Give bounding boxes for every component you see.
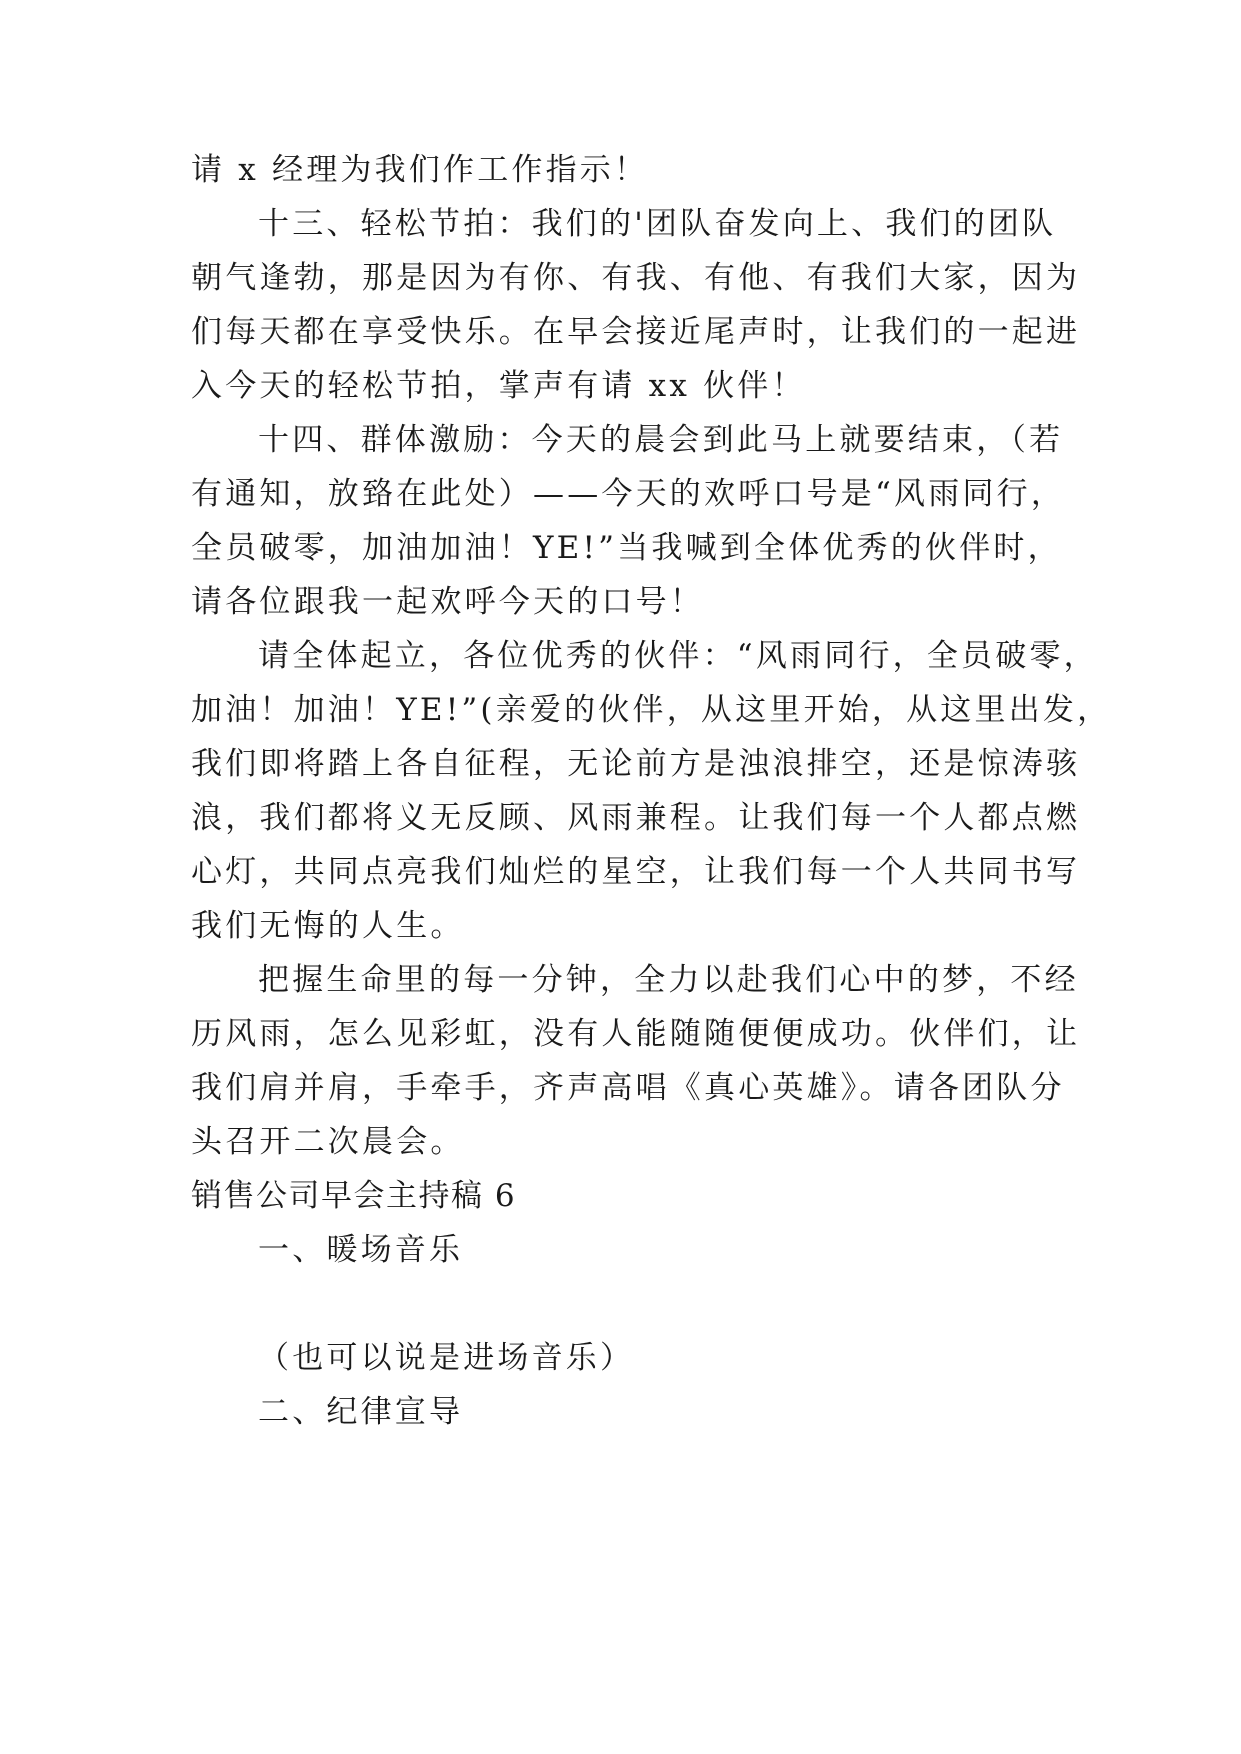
- section-note: （也可以说是进场音乐）: [258, 1340, 635, 1376]
- text-line: 历风雨，怎么见彩虹，没有人能随随便便成功。伙伴们，让: [191, 1016, 1081, 1052]
- paragraph-line: 请全体起立，各位优秀的伙伴：“风雨同行，全员破零，: [258, 638, 1098, 674]
- text-line: 我们肩并肩，手牵手，齐声高唱《真心英雄》。请各团队分: [191, 1070, 1065, 1106]
- paragraph-line: 把握生命里的每一分钟，全力以赴我们心中的梦，不经: [258, 962, 1079, 998]
- text-line: 加油！加油！YE!”(亲爱的伙伴，从这里开始，从这里出发，: [191, 692, 1112, 728]
- text-line: 心灯，共同点亮我们灿烂的星空，让我们每一个人共同书写: [191, 854, 1081, 890]
- text-line: 入今天的轻松节拍，掌声有请 xx 伙伴！: [191, 368, 806, 404]
- text-line: 朝气逢勃，那是因为有你、有我、有他、有我们大家，因为: [191, 260, 1081, 296]
- text-line: 浪，我们都将义无反顾、风雨兼程。让我们每一个人都点燃: [191, 800, 1081, 836]
- section-item: 二、纪律宣导: [258, 1394, 464, 1430]
- text-line: 请 x 经理为我们作工作指示！: [191, 152, 649, 188]
- paragraph-line: 十三、轻松节拍：我们的'团队奋发向上、我们的团队: [258, 206, 1057, 242]
- text-line: 头召开二次晨会。: [191, 1124, 465, 1160]
- text-line: 请各位跟我一起欢呼今天的口号！: [191, 584, 704, 620]
- section-item: 一、暖场音乐: [258, 1232, 464, 1268]
- text-line: 我们无悔的人生。: [191, 908, 465, 944]
- text-line: 我们即将踏上各自征程，无论前方是浊浪排空，还是惊涛骇: [191, 746, 1081, 782]
- paragraph-line: 十四、群体激励：今天的晨会到此马上就要结束，（若: [258, 422, 1064, 458]
- text-line: 们每天都在享受快乐。在早会接近尾声时，让我们的一起进: [191, 314, 1081, 350]
- section-title: 销售公司早会主持稿 6: [191, 1178, 517, 1214]
- text-line: 全员破零，加油加油！YE!”当我喊到全体优秀的伙伴时，: [191, 530, 1062, 566]
- text-line: 有通知，放臵在此处）——今天的欢呼口号是“风雨同行，: [191, 476, 1066, 512]
